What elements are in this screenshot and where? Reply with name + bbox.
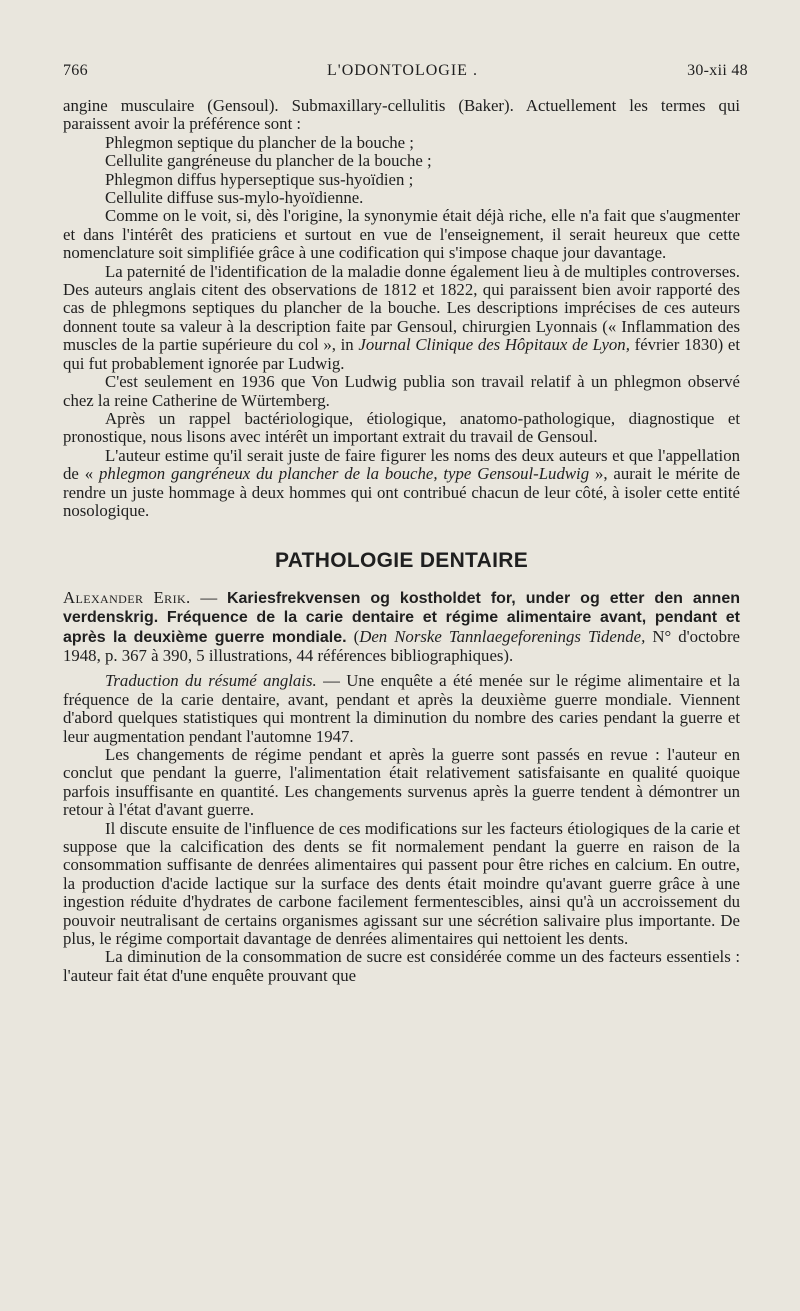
paragraph-naming: L'auteur estime qu'il serait juste de faire figurer les noms des deux auteurs et que l'appellation de « phlegmon gangréneux du plancher de la bouche, type Gensoul-Ludwig », aurait le mérite de rendre un juste hommage à deux hommes qui ont contribué chacun de leur côté, à isoler cette entité nosologique. — [63, 445, 741, 520]
page-number: 766 — [63, 62, 88, 79]
term-item: Phlegmon septique du plancher de la bouche ; — [105, 132, 414, 152]
header-separator: . — [472, 62, 478, 79]
continued-paragraph: angine musculaire (Gensoul). Submaxillary-cellulitis (Baker). Actuellement les termes qui paraissent avoir la préférence sont : — [63, 96, 740, 134]
summary-paragraph: Les changements de régime pendant et après la guerre sont passés en revue : l'auteur en conclut que pendant la guerre, l'alimentation était relativement satisfaisante en qualité quoique parfois insuffisante en quantité. Les changements survenus après la guerre tendent à démontrer un retour à l'état d'avant guerre. — [63, 745, 740, 820]
proposed-name: phlegmon gangréneux du plancher de la bouche, type Gensoul-Ludwig — [98, 464, 590, 484]
summary-paragraph: Il discute ensuite de l'influence de ces modifications sur les facteurs étiologiques de la carie et suppose que la calcification des dents se fit normalement pendant la guerre en raison de la consommation suffisante de denrées alimentaires qui passent pour être riches en calcium. En outre, la production d'acide lactique sur la surface des dents était moindre qu'avant guerre grâce à une ingestion réduite d'hydrates de carbone facilement fermentescibles, ainsi qu'à un accroissement du pouvoir neutralisant de certains organismes agissant sur une sécrétion salivaire plus importante. De plus, le régime comportait davantage de denrées alimentaires qui nettoient les dents. — [63, 818, 740, 949]
entry-author: Alexander Erik. — [63, 587, 191, 607]
journal-title: L'ODONTOLOGIE . — [327, 62, 478, 79]
summary-label: Traduction du résumé anglais. — [105, 671, 317, 691]
term-item: Phlegmon diffus hyperseptique sus-hyoïdien ; — [105, 169, 414, 189]
issue-date: 30-xii 48 — [687, 62, 748, 79]
term-item: Cellulite gangréneuse du plancher de la bouche ; — [105, 151, 432, 171]
bibliographic-entry: Alexander Erik. — Kariesfrekvensen og kostholdet for, under og etter den annen verdenskrig. Fréquence de la carie dentaire et régime alimentaire avant, pendant et après la deuxième guerre mondiale. (Den Norske Tannlaegeforenings Tidende, N° d'octobre 1948, p. 367 à 390, 5 illustrations, 44 références bibliographiques). — [63, 587, 740, 665]
running-header — [63, 62, 748, 80]
paragraph-synonymy: Comme on le voit, si, dès l'origine, la synonymie était déjà riche, elle n'a fait que s'augmenter et dans l'intérêt des praticiens et surtout en vue de l'enseignement, il serait heureux que cette nomenclature soit simplifiée grâce à une codification qui s'impose chaque jour davantage. — [63, 206, 740, 263]
paragraph-recall: Après un rappel bactériologique, étiologique, anatomo-pathologique, diagnostique et pronostique, nous lisons avec intérêt un important extrait du travail de Gensoul. — [63, 408, 740, 447]
entry-source: Den Norske Tannlaegeforenings Tidende, — [359, 626, 646, 646]
summary-paragraph: Traduction du résumé anglais. — Une enquête a été menée sur le régime alimentaire et la fréquence de la carie dentaire, avant, pendant et après la deuxième guerre mondiale. Viennent d'abord quelques statistiques qui montrent la diminution du nombre des caries pendant la guerre et leur augmentation pendant l'automne 1947. — [63, 671, 740, 746]
paragraph-ludwig: C'est seulement en 1936 que Von Ludwig publia son travail relatif à un phlegmon observé chez la reine Catherine de Würtemberg. — [63, 372, 740, 410]
entry-title: Kariesfrekvensen og kostholdet for, under og etter den annen verdenskrig. Fréquence de la carie dentaire et régime alimentaire avant, pendant et après la deuxième guerre mondiale. — [63, 589, 740, 646]
text-column — [63, 97, 740, 985]
section-heading: PATHOLOGIE DENTAIRE — [274, 549, 529, 573]
summary-paragraph: La diminution de la consommation de sucre est considérée comme un des facteurs essentiels : l'auteur fait état d'une enquête prouvant que — [63, 947, 740, 985]
paragraph-paternity: La paternité de l'identification de la maladie donne également lieu à de multiples controverses. Des auteurs anglais citent des observations de 1812 et 1822, qui paraissent bien avoir rapporté des cas de phlegmons septiques du plancher de la bouche. Les descriptions imprécises de ces auteurs donnent toute sa valeur à la description faite par Gensoul, chirurgien Lyonnais (« Inflammation des muscles de la partie supérieure du col », in Journal Clinique des Hôpitaux de Lyon, février 1830) et qui fut probablement ignorée par Ludwig. — [63, 261, 741, 373]
journal-reference: Journal Clinique des Hôpitaux de Lyon, — [358, 335, 630, 355]
term-item: Cellulite diffuse sus-mylo-hyoïdienne. — [105, 188, 364, 208]
